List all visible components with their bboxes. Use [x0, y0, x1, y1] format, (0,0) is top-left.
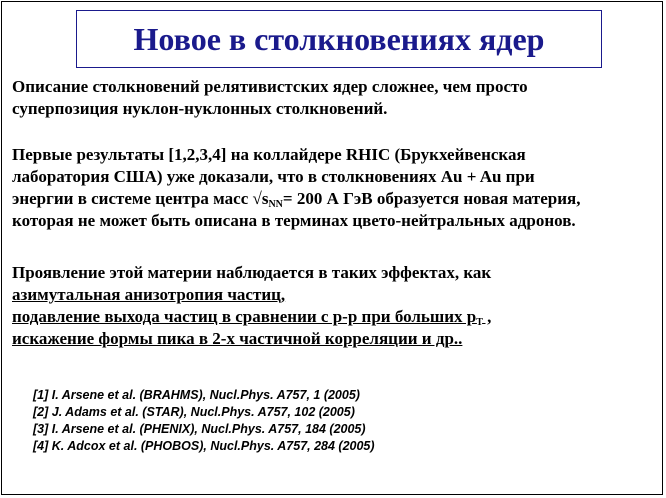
slide-title: Новое в столкновениях ядер — [133, 20, 545, 57]
reference-item: [1] I. Arsene et al. (BRAHMS), Nucl.Phys. A757, 1 (2005) — [33, 388, 360, 402]
subscript: T — [476, 317, 483, 328]
paragraph-intro — [12, 76, 528, 120]
paragraph-results — [12, 144, 580, 232]
reference-item: [3] I. Arsene et al. (PHENIX), Nucl.Phys. A757, 184 (2005) — [33, 422, 366, 436]
text-fragment: подавление выхода частиц в сравнении с р-р при больших р — [12, 307, 477, 326]
text-line-energy — [12, 188, 580, 210]
effect-item: искажение формы пика в 2-х частичной корреляции и др.. — [12, 329, 463, 348]
paragraph-effects — [12, 262, 491, 350]
title-box — [76, 10, 602, 68]
effect-item — [12, 306, 491, 328]
text-fragment: = 200 А ГэВ образуется новая материя, — [282, 189, 581, 208]
references-list — [33, 387, 375, 455]
text-line: Проявление этой материи наблюдается в таких эффектах, как — [12, 263, 492, 282]
reference-item: [2] J. Adams et al. (STAR), Nucl.Phys. A757, 102 (2005) — [33, 405, 355, 419]
text-line: Первые результаты [1,2,3,4] на коллайдере RHIC (Брукхейвенская — [12, 145, 526, 164]
text-fragment: энергии в системе центра масс √s — [12, 189, 269, 208]
text-line: суперпозиция нуклон-нуклонных столкновений. — [12, 99, 388, 118]
effect-item: азимутальная анизотропия частиц, — [12, 285, 286, 304]
reference-item: [4] K. Adcox et al. (PHOBOS), Nucl.Phys. A757, 284 (2005) — [33, 439, 375, 453]
text-line: Описание столкновений релятивистских ядер сложнее, чем просто — [12, 77, 528, 96]
subscript: NN — [268, 199, 283, 210]
text-line: которая не может быть описана в терминах цвето-нейтральных адронов. — [12, 211, 576, 230]
text-fragment: , — [482, 307, 492, 326]
text-line: лаборатория США) уже доказали, что в столкновениях Au + Au при — [12, 167, 535, 186]
